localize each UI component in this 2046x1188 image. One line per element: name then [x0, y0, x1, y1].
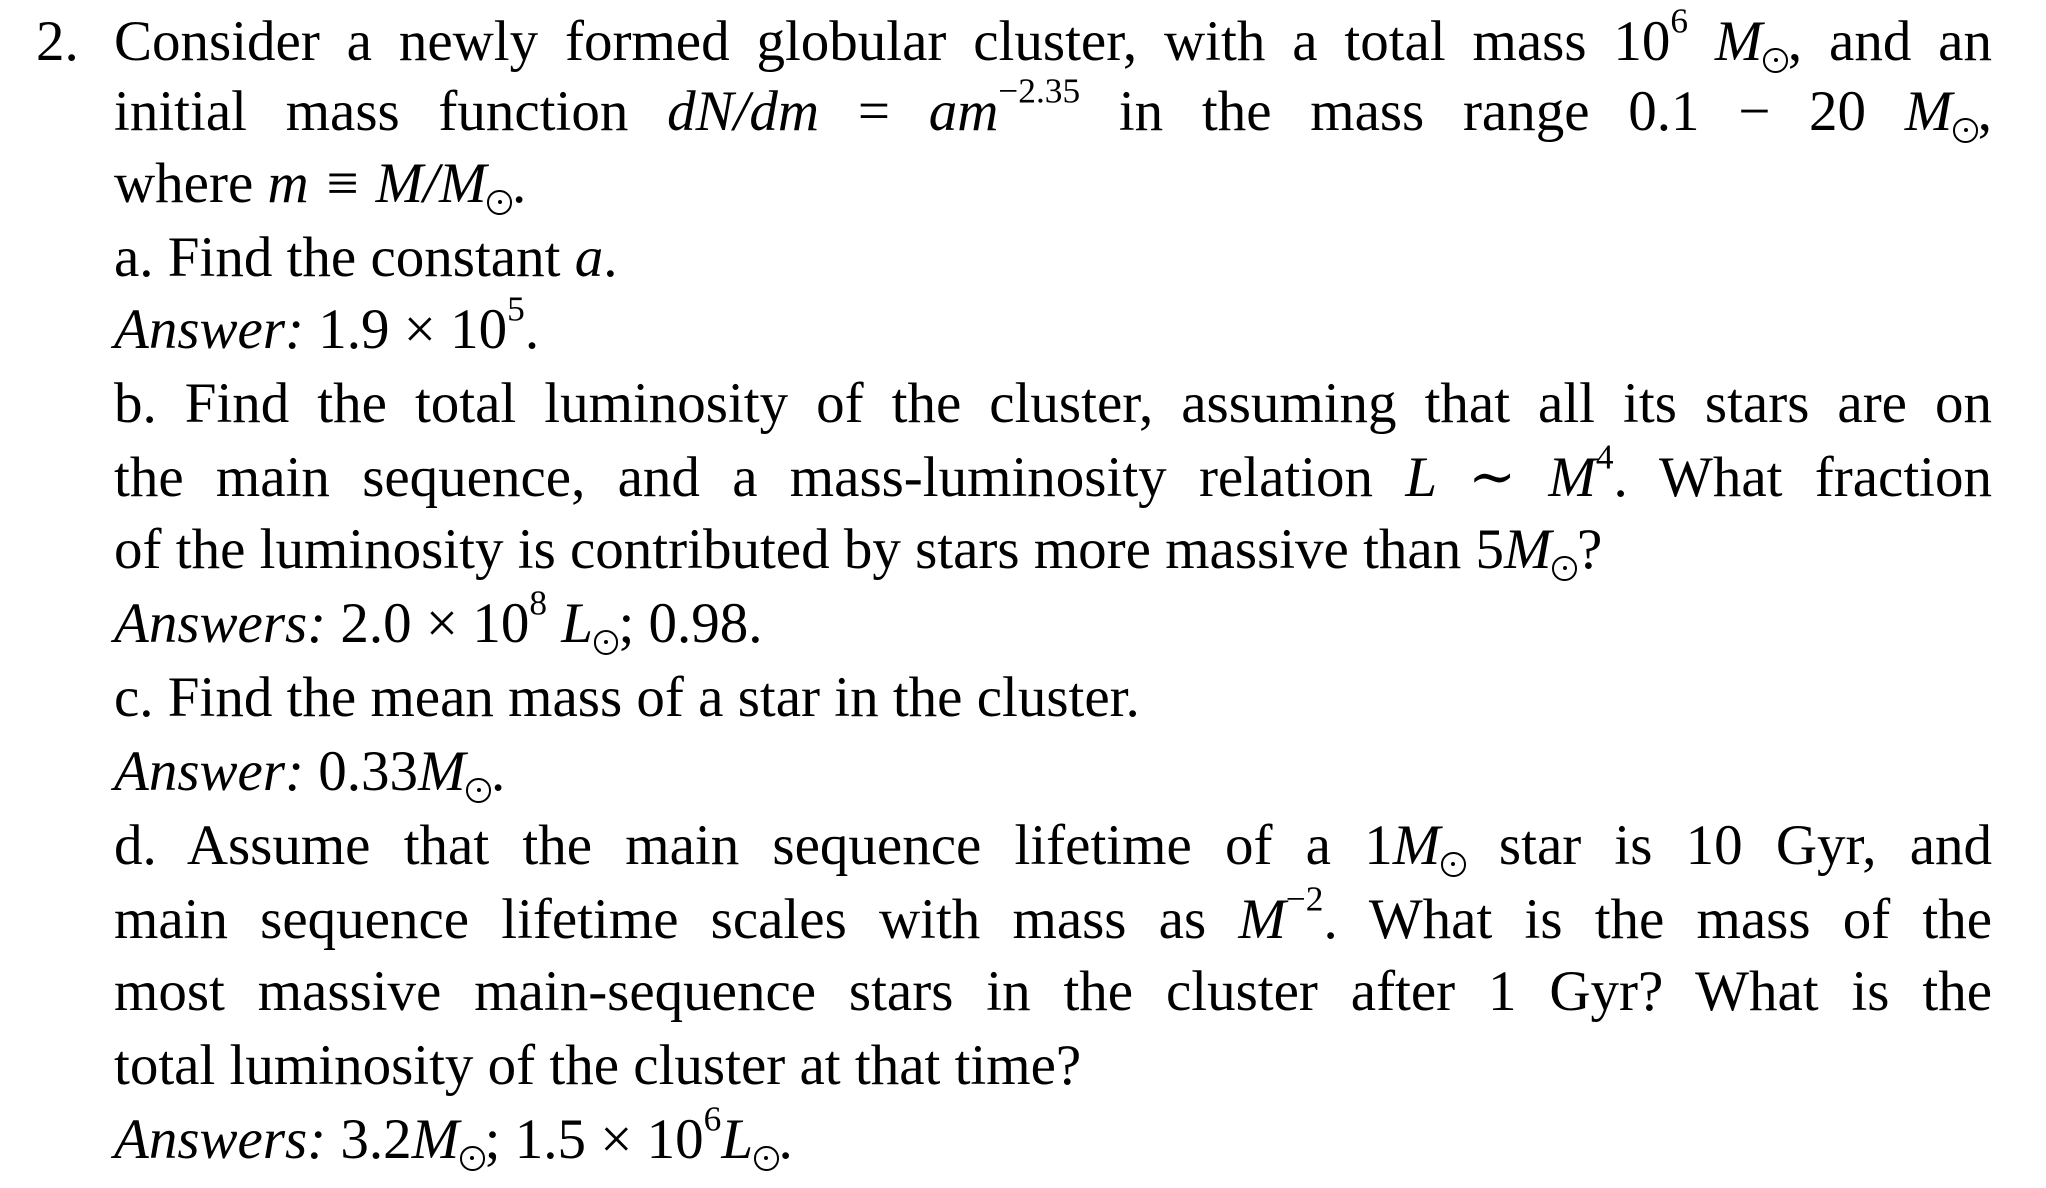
part-c-question: c. Find the mean mass of a star in the cluster. — [114, 666, 1140, 729]
sun-symbol-icon — [460, 1146, 485, 1171]
part-b-answer: Answers: $2.0 \times 10^8$ L ; 0.98. — [114, 583, 763, 655]
part-d-question-line-1: d. Assume that the main sequence lifetime of a 1M star is 10 Gyr, and — [114, 814, 1993, 877]
sun-symbol-icon — [1953, 118, 1978, 143]
sun-symbol-icon — [1441, 852, 1466, 877]
part-c-answer: Answer: 0.33M . — [114, 740, 506, 803]
part-d-answer: Answers: 3.2M ; $1.5 \times 10^6L$ . — [114, 1099, 793, 1171]
part-b-question-line-3: of the luminosity is contributed by stars more massive than 5M ? — [114, 518, 1603, 581]
problem-line-2: initial mass function $dN/dm = am^{-2.35}$ in the mass range 0.1 − 20 M , — [114, 71, 1993, 143]
problem-number: 2. — [36, 10, 79, 73]
part-b-question-line-1: b. Find the total luminosity of the cluster, assuming that all its stars are on — [114, 372, 1992, 435]
problem-line-3: where m ≡ M/M . — [114, 152, 527, 215]
sun-symbol-icon — [754, 1146, 779, 1171]
sun-symbol-icon — [1763, 48, 1788, 73]
part-a-answer: Answer: $1.9 \times 10^5$. — [114, 289, 540, 361]
sun-symbol-icon — [466, 778, 491, 803]
part-d-question-line-4: total luminosity of the cluster at that time? — [114, 1034, 1082, 1097]
sun-symbol-icon — [487, 190, 512, 215]
problem-line-1: 2. Consider a newly formed globular cluster, with a total mass $10^6$ M , and an — [114, 6, 1992, 78]
part-a-question: a. Find the constant a. — [114, 226, 618, 289]
part-d-question-line-2: main sequence lifetime scales with mass as $M^{-2}$. What is the mass of the — [114, 879, 1993, 951]
sun-symbol-icon — [1552, 556, 1577, 581]
part-b-question-line-2: the main sequence, and a mass-luminosity relation L ∼ $M^4$. What fraction — [114, 437, 1993, 509]
part-d-question-line-3: most massive main-sequence stars in the cluster after 1 Gyr? What is the — [114, 960, 1992, 1023]
sun-symbol-icon — [594, 630, 619, 655]
